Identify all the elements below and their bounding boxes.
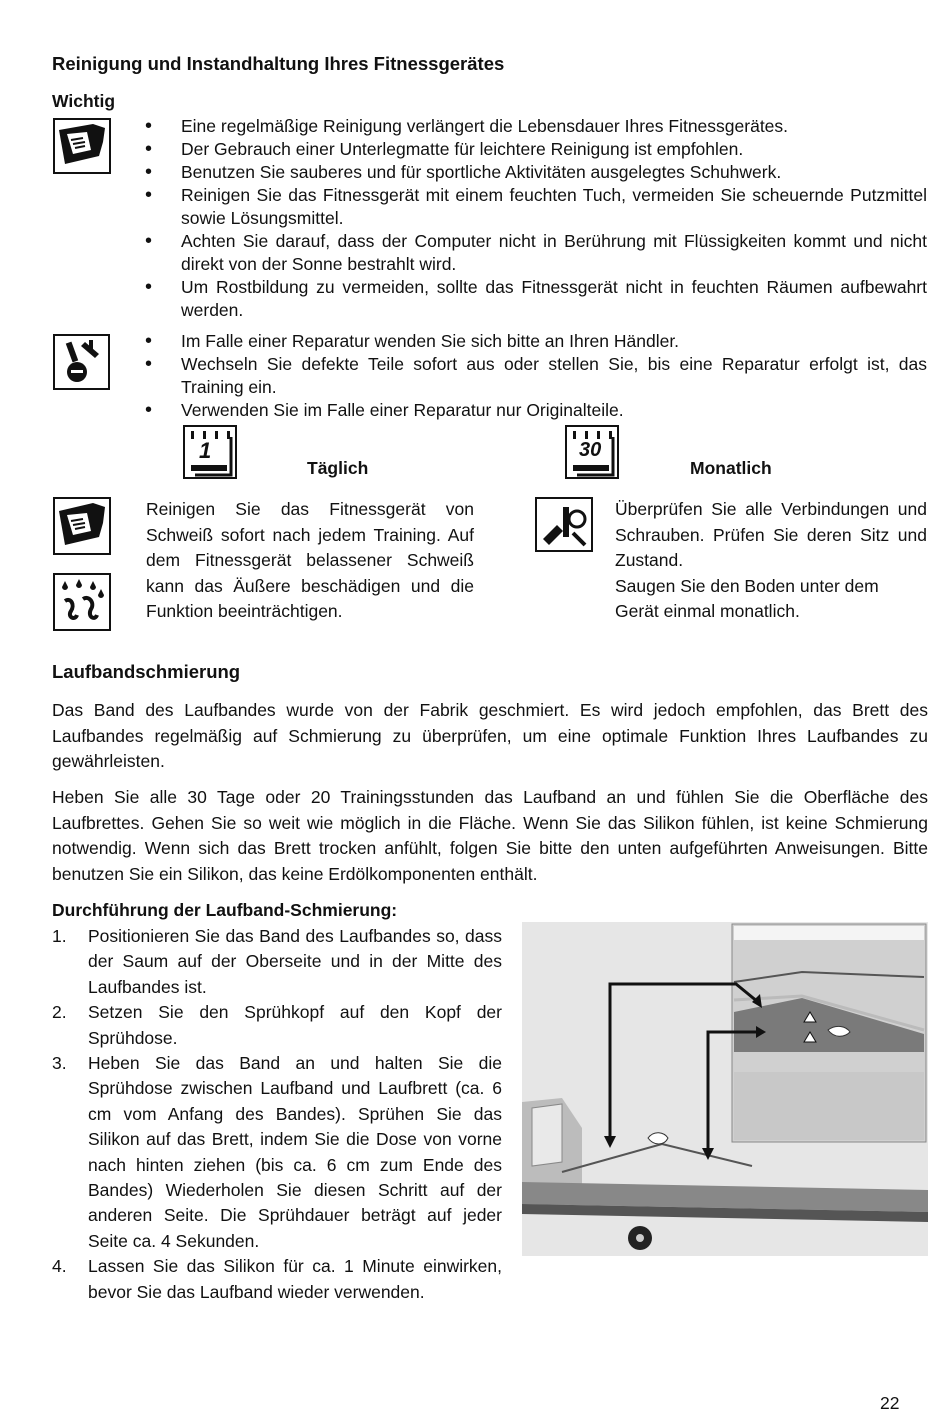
wichtig-label: Wichtig xyxy=(52,91,116,111)
list-item xyxy=(52,1254,502,1305)
list-item: • Reinigen Sie das Fitnessgerät mit einem feuchten Tuch, vermeiden Sie scheuernde Putzmittel sowie Lösungsmittel. xyxy=(145,184,927,230)
monthly-text xyxy=(615,497,927,625)
step-number: 3. xyxy=(52,1053,67,1074)
cleaning-cloth-icon xyxy=(53,118,111,174)
list-item xyxy=(52,924,502,1000)
page-number: 22 xyxy=(880,1393,900,1413)
list-item: • Eine regelmäßige Reinigung verlängert die Lebensdauer Ihres Fitnessgerätes. xyxy=(145,115,927,138)
step-text: Lassen Sie das Silikon für ca. 1 Minute einwirken, bevor Sie das Laufband wieder verwenden. xyxy=(88,1256,502,1302)
monthly-text-1: Überprüfen Sie alle Verbindungen und Schrauben. Prüfen Sie deren Sitz und Zustand. xyxy=(615,499,927,570)
list-item xyxy=(52,1051,502,1254)
treadmill-lubrication-illustration xyxy=(522,922,928,1256)
repair-tool-icon xyxy=(53,334,110,390)
steps-title: Durchführung der Laufband-Schmierung: xyxy=(52,900,398,920)
list-item: • Im Falle einer Reparatur wenden Sie sich bitte an Ihren Händler. xyxy=(145,330,927,353)
list-item: • Verwenden Sie im Falle einer Reparatur nur Originalteile. xyxy=(145,399,927,422)
step-text: Heben Sie das Band an und halten Sie die Sprühdose zwischen Laufband und Laufbrett (ca. 6 cm vom Anfang des Bandes). Sprühen Sie das Silikon auf das Brett, indem Sie die Dose von vorne nach hinten ziehen (bis ca. 6 cm zum Ende des Bandes) Wiederholen Sie diesen Schritt auf der anderen Seite. Die Sprühdauer beträgt auf jeder Seite ca. 4 Sekunden. xyxy=(88,1053,502,1251)
lube-paragraph-2: Heben Sie alle 30 Tage oder 20 Trainingsstunden das Laufband an und fühlen Sie die Oberfläche des Laufbrettes. Gehen Sie so weit wie möglich in die Fläche. Wenn Sie das Silikon fühlen, ist keine Schmierung notwendig. Wenn sich das Brett trocken anfühlt, folgen Sie bitte den unten aufgeführten Anweisungen. Bitte benutzen Sie ein Silikon, das keine Erdölkomponenten enthält. xyxy=(52,787,928,884)
page-title: Reinigung und Instandhaltung Ihres Fitnessgerätes xyxy=(52,53,505,74)
monthly-text-2: Saugen Sie den Boden unter dem Gerät einmal monatlich. xyxy=(615,575,879,621)
step-number: 4. xyxy=(52,1256,67,1277)
cleaning-cloth-icon xyxy=(53,497,111,555)
list-item xyxy=(52,1000,502,1051)
monthly-calendar-icon xyxy=(565,425,619,479)
repair-bullet-list xyxy=(145,330,927,422)
step-number: 2. xyxy=(52,1002,67,1023)
wrench-bolt-icon xyxy=(535,497,593,552)
step-text: Setzen Sie den Sprühkopf auf den Kopf der Sprühdose. xyxy=(88,1002,502,1048)
monthly-calendar-number: 30 xyxy=(579,439,602,461)
lube-section-title: Laufbandschmierung xyxy=(52,661,241,682)
list-item: • Benutzen Sie sauberes und für sportliche Aktivitäten ausgelegtes Schuhwerk. xyxy=(145,161,927,184)
daily-calendar-icon xyxy=(183,425,237,479)
monthly-label: Monatlich xyxy=(690,458,772,478)
lube-paragraph-1: Das Band des Laufbandes wurde von der Fabrik geschmiert. Es wird jedoch empfohlen, das Brett des Laufbandes regelmäßig auf Schmierung zu überprüfen, um eine optimale Funktion Ihres Laufbandes zu gewährleisten. xyxy=(52,700,928,771)
daily-label: Täglich xyxy=(307,458,369,478)
list-item: • Um Rostbildung zu vermeiden, sollte das Fitnessgerät nicht in feuchten Räumen aufbewahrt werden. xyxy=(145,276,927,322)
step-number: 1. xyxy=(52,926,67,946)
care-bullet-list xyxy=(145,115,927,322)
list-item: • Achten Sie darauf, dass der Computer nicht in Berührung mit Flüssigkeiten kommt und nicht direkt von der Sonne bestrahlt wird. xyxy=(145,230,927,276)
list-item: • Wechseln Sie defekte Teile sofort aus oder stellen Sie, bis eine Reparatur erfolgt ist, das Training ein. xyxy=(145,353,927,399)
list-item: • Der Gebrauch einer Unterlegmatte für leichtere Reinigung ist empfohlen. xyxy=(145,138,927,161)
step-text: Positionieren Sie das Band des Laufbandes so, dass der Saum auf der Oberseite und in der Mitte des Laufbandes ist. xyxy=(88,926,502,997)
sweat-drops-icon xyxy=(53,573,111,631)
daily-text: Reinigen Sie das Fitnessgerät von Schweiß sofort nach jedem Training. Auf dem Fitnessgerät belassener Schweiß kann das Äußere beschädigen und die Funktion beeinträchtigen. xyxy=(146,499,474,621)
steps-list xyxy=(52,924,502,1305)
daily-calendar-number: 1 xyxy=(199,438,212,463)
